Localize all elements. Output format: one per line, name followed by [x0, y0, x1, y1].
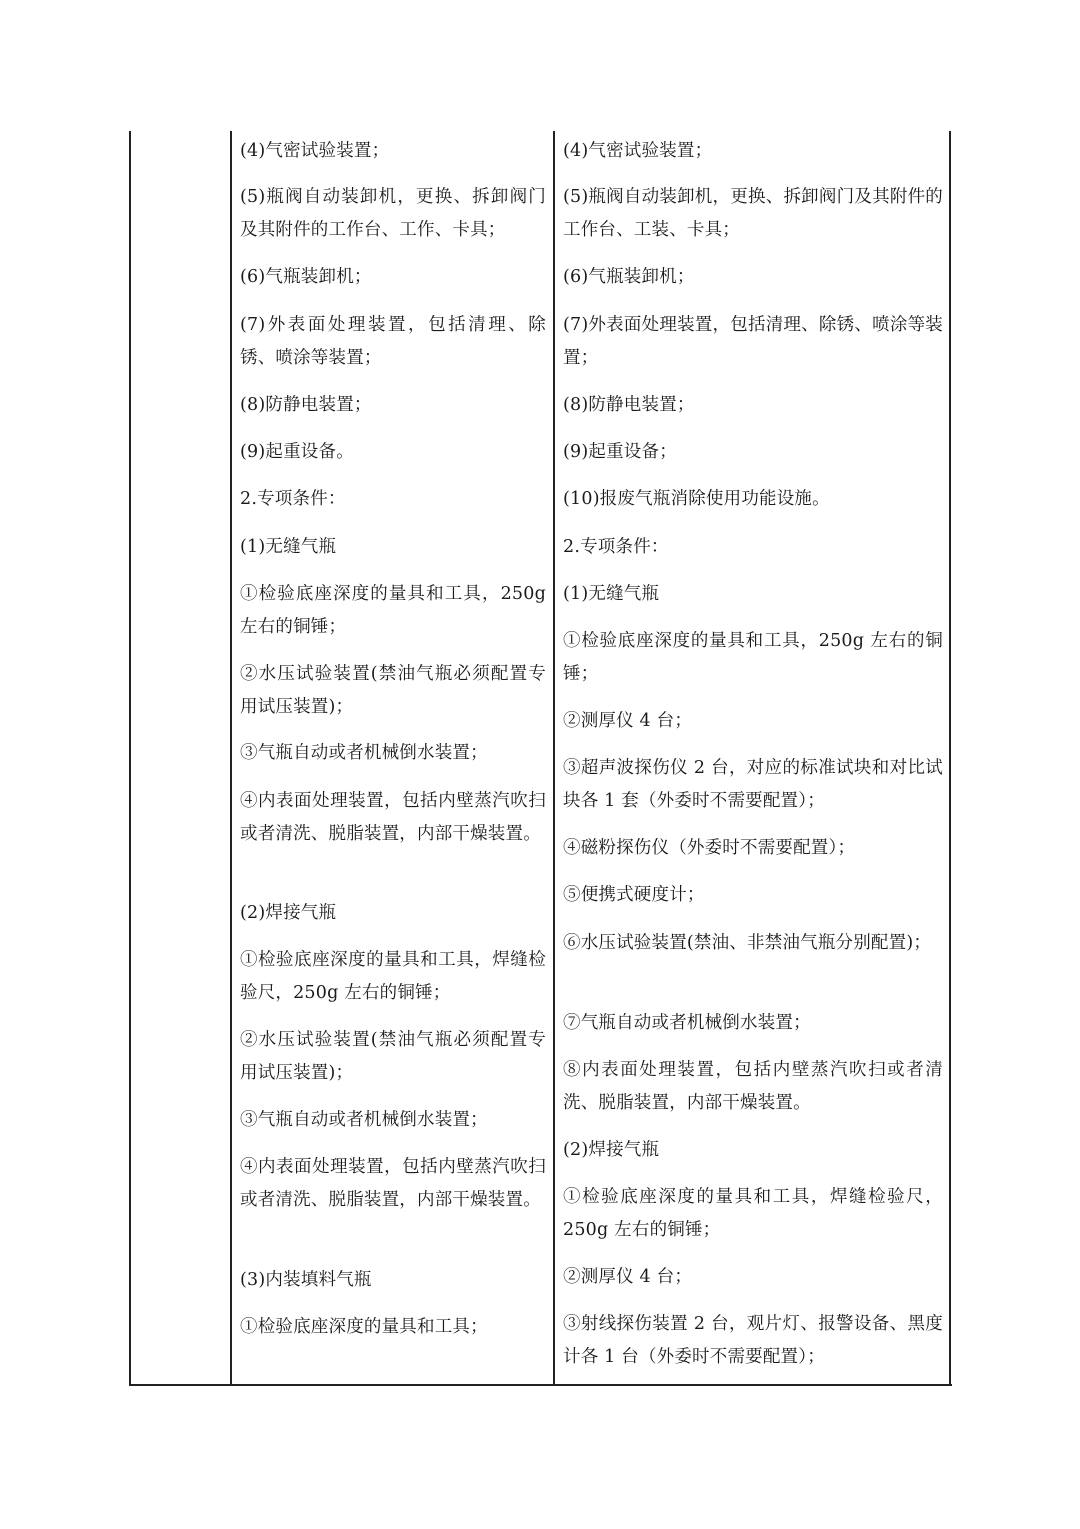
right-paragraph: (1)无缝气瓶	[563, 584, 660, 604]
right-paragraph: ⑤便携式硬度计；	[563, 885, 705, 905]
middle-paragraph: ③气瓶自动或者机械倒水装置；	[240, 1110, 488, 1130]
right-paragraph: ⑦气瓶自动或者机械倒水装置；	[563, 1013, 811, 1033]
table-bottom-border	[130, 1384, 952, 1386]
right-paragraph: ⑧内表面处理装置，包括内壁蒸汽吹扫或者清洗、脱脂装置，内部干燥装置。	[563, 1060, 943, 1113]
right-paragraph: (10)报废气瓶消除使用功能设施。	[563, 489, 830, 509]
right-paragraph: ④磁粉探伤仪（外委时不需要配置）；	[563, 838, 856, 858]
middle-paragraph: (6)气瓶装卸机；	[240, 267, 372, 287]
right-paragraph: ①检验底座深度的量具和工具，焊缝检验尺，250g 左右的铜锤；	[563, 1187, 943, 1240]
right-paragraph: ①检验底座深度的量具和工具，250g 左右的铜锤；	[563, 631, 943, 684]
middle-paragraph: 2.专项条件：	[240, 489, 346, 509]
right-paragraph: (8)防静电装置；	[563, 395, 695, 415]
middle-paragraph: (4)气密试验装置；	[240, 141, 390, 161]
right-paragraph: (2)焊接气瓶	[563, 1140, 660, 1160]
right-paragraph: (9)起重设备；	[563, 442, 677, 462]
middle-paragraph: ④内表面处理装置，包括内壁蒸汽吹扫或者清洗、脱脂装置，内部干燥装置。	[240, 1157, 546, 1210]
middle-paragraph: ①检验底座深度的量具和工具，250g 左右的铜锤；	[240, 584, 546, 637]
middle-paragraph: ①检验底座深度的量具和工具，焊缝检验尺，250g 左右的铜锤；	[240, 950, 546, 1003]
middle-paragraph: (1)无缝气瓶	[240, 537, 337, 557]
middle-paragraph: (2)焊接气瓶	[240, 903, 337, 923]
right-paragraph: (4)气密试验装置；	[563, 141, 713, 161]
right-paragraph: ②测厚仪 4 台；	[563, 1267, 693, 1287]
column-divider-1	[230, 131, 232, 1386]
middle-paragraph: (3)内装填料气瓶	[240, 1270, 372, 1290]
right-paragraph: (5)瓶阀自动装卸机，更换、拆卸阀门及其附件的工作台、工装、卡具；	[563, 187, 943, 240]
right-paragraph: (6)气瓶装卸机；	[563, 267, 695, 287]
right-paragraph: (7)外表面处理装置，包括清理、除锈、喷涂等装置；	[563, 315, 943, 368]
middle-paragraph: (9)起重设备。	[240, 442, 354, 462]
column-divider-2	[553, 131, 555, 1386]
right-paragraph: ③射线探伤装置 2 台，观片灯、报警设备、黑度计各 1 台（外委时不需要配置）；	[563, 1314, 943, 1367]
right-paragraph: ⑥水压试验装置(禁油、非禁油气瓶分别配置)；	[563, 933, 932, 953]
middle-paragraph: ③气瓶自动或者机械倒水装置；	[240, 743, 488, 763]
middle-paragraph: ①检验底座深度的量具和工具；	[240, 1317, 488, 1337]
table-left-border	[129, 131, 131, 1386]
right-paragraph: ②测厚仪 4 台；	[563, 711, 693, 731]
right-paragraph: ③超声波探伤仪 2 台，对应的标准试块和对比试块各 1 套（外委时不需要配置）；	[563, 758, 943, 811]
table-right-border	[949, 131, 951, 1386]
middle-paragraph: (5)瓶阀自动装卸机，更换、拆卸阀门及其附件的工作台、工作、卡具；	[240, 187, 546, 240]
right-paragraph: 2.专项条件：	[563, 537, 669, 557]
middle-paragraph: ②水压试验装置(禁油气瓶必须配置专用试压装置)；	[240, 664, 546, 717]
middle-paragraph: (8)防静电装置；	[240, 395, 372, 415]
middle-paragraph: ②水压试验装置(禁油气瓶必须配置专用试压装置)；	[240, 1030, 546, 1083]
middle-paragraph: ④内表面处理装置，包括内壁蒸汽吹扫或者清洗、脱脂装置，内部干燥装置。	[240, 791, 546, 844]
middle-paragraph: (7)外表面处理装置，包括清理、除锈、喷涂等装置；	[240, 315, 546, 368]
